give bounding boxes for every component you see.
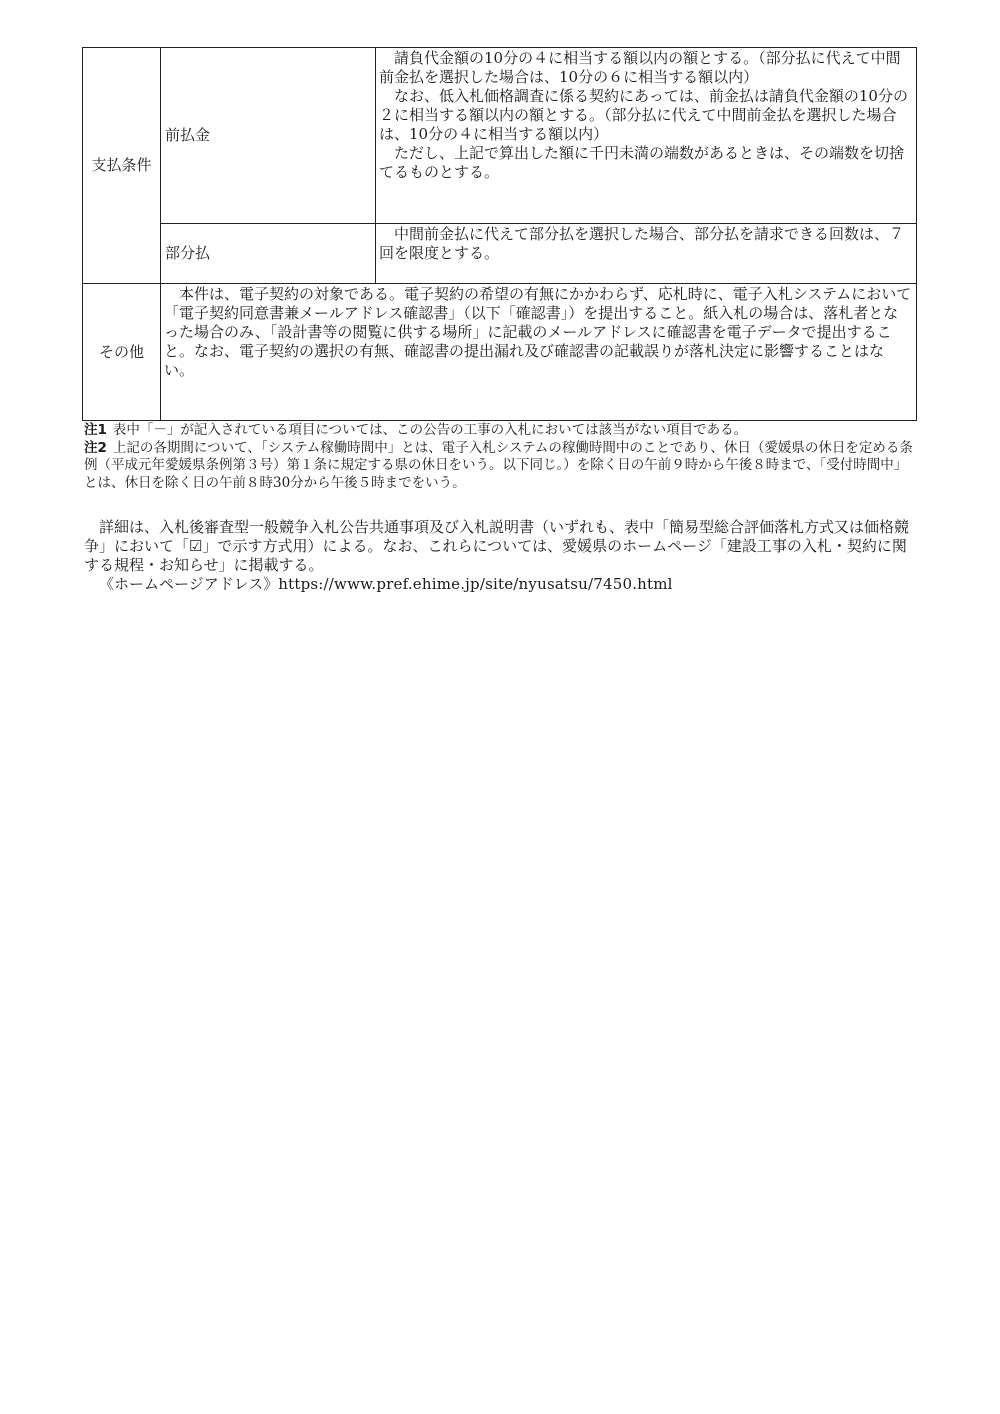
other-header: その他	[83, 284, 161, 421]
note-2-text: 上記の各期間について、「システム稼働時間中」とは、電子入札システムの稼働時間中のことであり、休日（愛媛県の休日を定める条例（平成元年愛媛県条例第３号）第１条に規定する県の休日をいう。以下同じ。）を除く日の午前９時から午後８時まで、「受付時間中」とは、休日を除く日の午前８時30分から午後５時までをいう。	[84, 439, 913, 491]
table-row-partial	[83, 224, 917, 284]
table-row-advance	[83, 48, 917, 224]
note-1-label: 注1	[84, 422, 107, 438]
advance-paragraph: なお、低入札価格調査に係る契約にあっては、前金払は請負代金額の10分の２に相当する額以内の額とする。（部分払に代えて中間前金払を選択した場合は、10分の４に相当する額以内）	[379, 87, 908, 143]
note-2	[84, 440, 914, 493]
note-2-label: 注2	[84, 439, 107, 456]
partial-payment-text	[376, 224, 917, 284]
advance-paragraph: ただし、上記で算出した額に千円未満の端数があるときは、その端数を切捨てるものとする。	[379, 144, 905, 181]
table-row-other	[83, 284, 917, 421]
details-section	[84, 518, 914, 594]
payment-conditions-header: 支払条件	[83, 48, 161, 284]
details-paragraph: 詳細は、入札後審査型一般競争入札公告共通事項及び入札説明書（いずれも、表中「簡易型総合評価落札方式又は価格競争」において「☑」で示す方式用）による。なお、これらについては、愛媛県のホームページ「建設工事の入札・契約に関する規程・お知らせ」に掲載する。	[84, 518, 910, 574]
other-paragraph: 本件は、電子契約の対象である。電子契約の希望の有無にかかわらず、応札時に、電子入札システムにおいて「電子契約同意書兼メールアドレス確認書」（以下「確認書」）を提出すること。紙入札の場合は、落札者となった場合のみ、「設計書等の閲覧に供する場所」に記載のメールアドレスに確認書を電子データで提出すること。なお、電子契約の選択の有無、確認書の提出漏れ及び確認書の記載誤りが落札決定に影響することはない。	[164, 285, 912, 379]
note-1-text: 表中「－」が記入されている項目については、この公告の工事の入札においては該当がない項目である。	[112, 422, 748, 438]
homepage-address-label: 《ホームページアドレス》	[99, 575, 279, 593]
advance-payment-label: 前払金	[161, 48, 376, 224]
partial-payment-label: 部分払	[161, 224, 376, 284]
advance-payment-text	[376, 48, 917, 224]
advance-paragraph: 請負代金額の10分の４に相当する額以内の額とする。（部分払に代えて中間前金払を選択した場合は、10分の６に相当する額以内）	[379, 49, 901, 86]
homepage-url-link[interactable]: https://www.pref.ehime.jp/site/nyusatsu/7450.html	[278, 575, 673, 593]
homepage-address-line	[84, 575, 914, 594]
other-text	[161, 284, 917, 421]
conditions-table	[82, 47, 917, 421]
note-1	[84, 422, 914, 440]
partial-paragraph: 中間前金払に代えて部分払を選択した場合、部分払を請求できる回数は、７回を限度とする。	[379, 225, 905, 262]
notes-section	[84, 422, 914, 492]
